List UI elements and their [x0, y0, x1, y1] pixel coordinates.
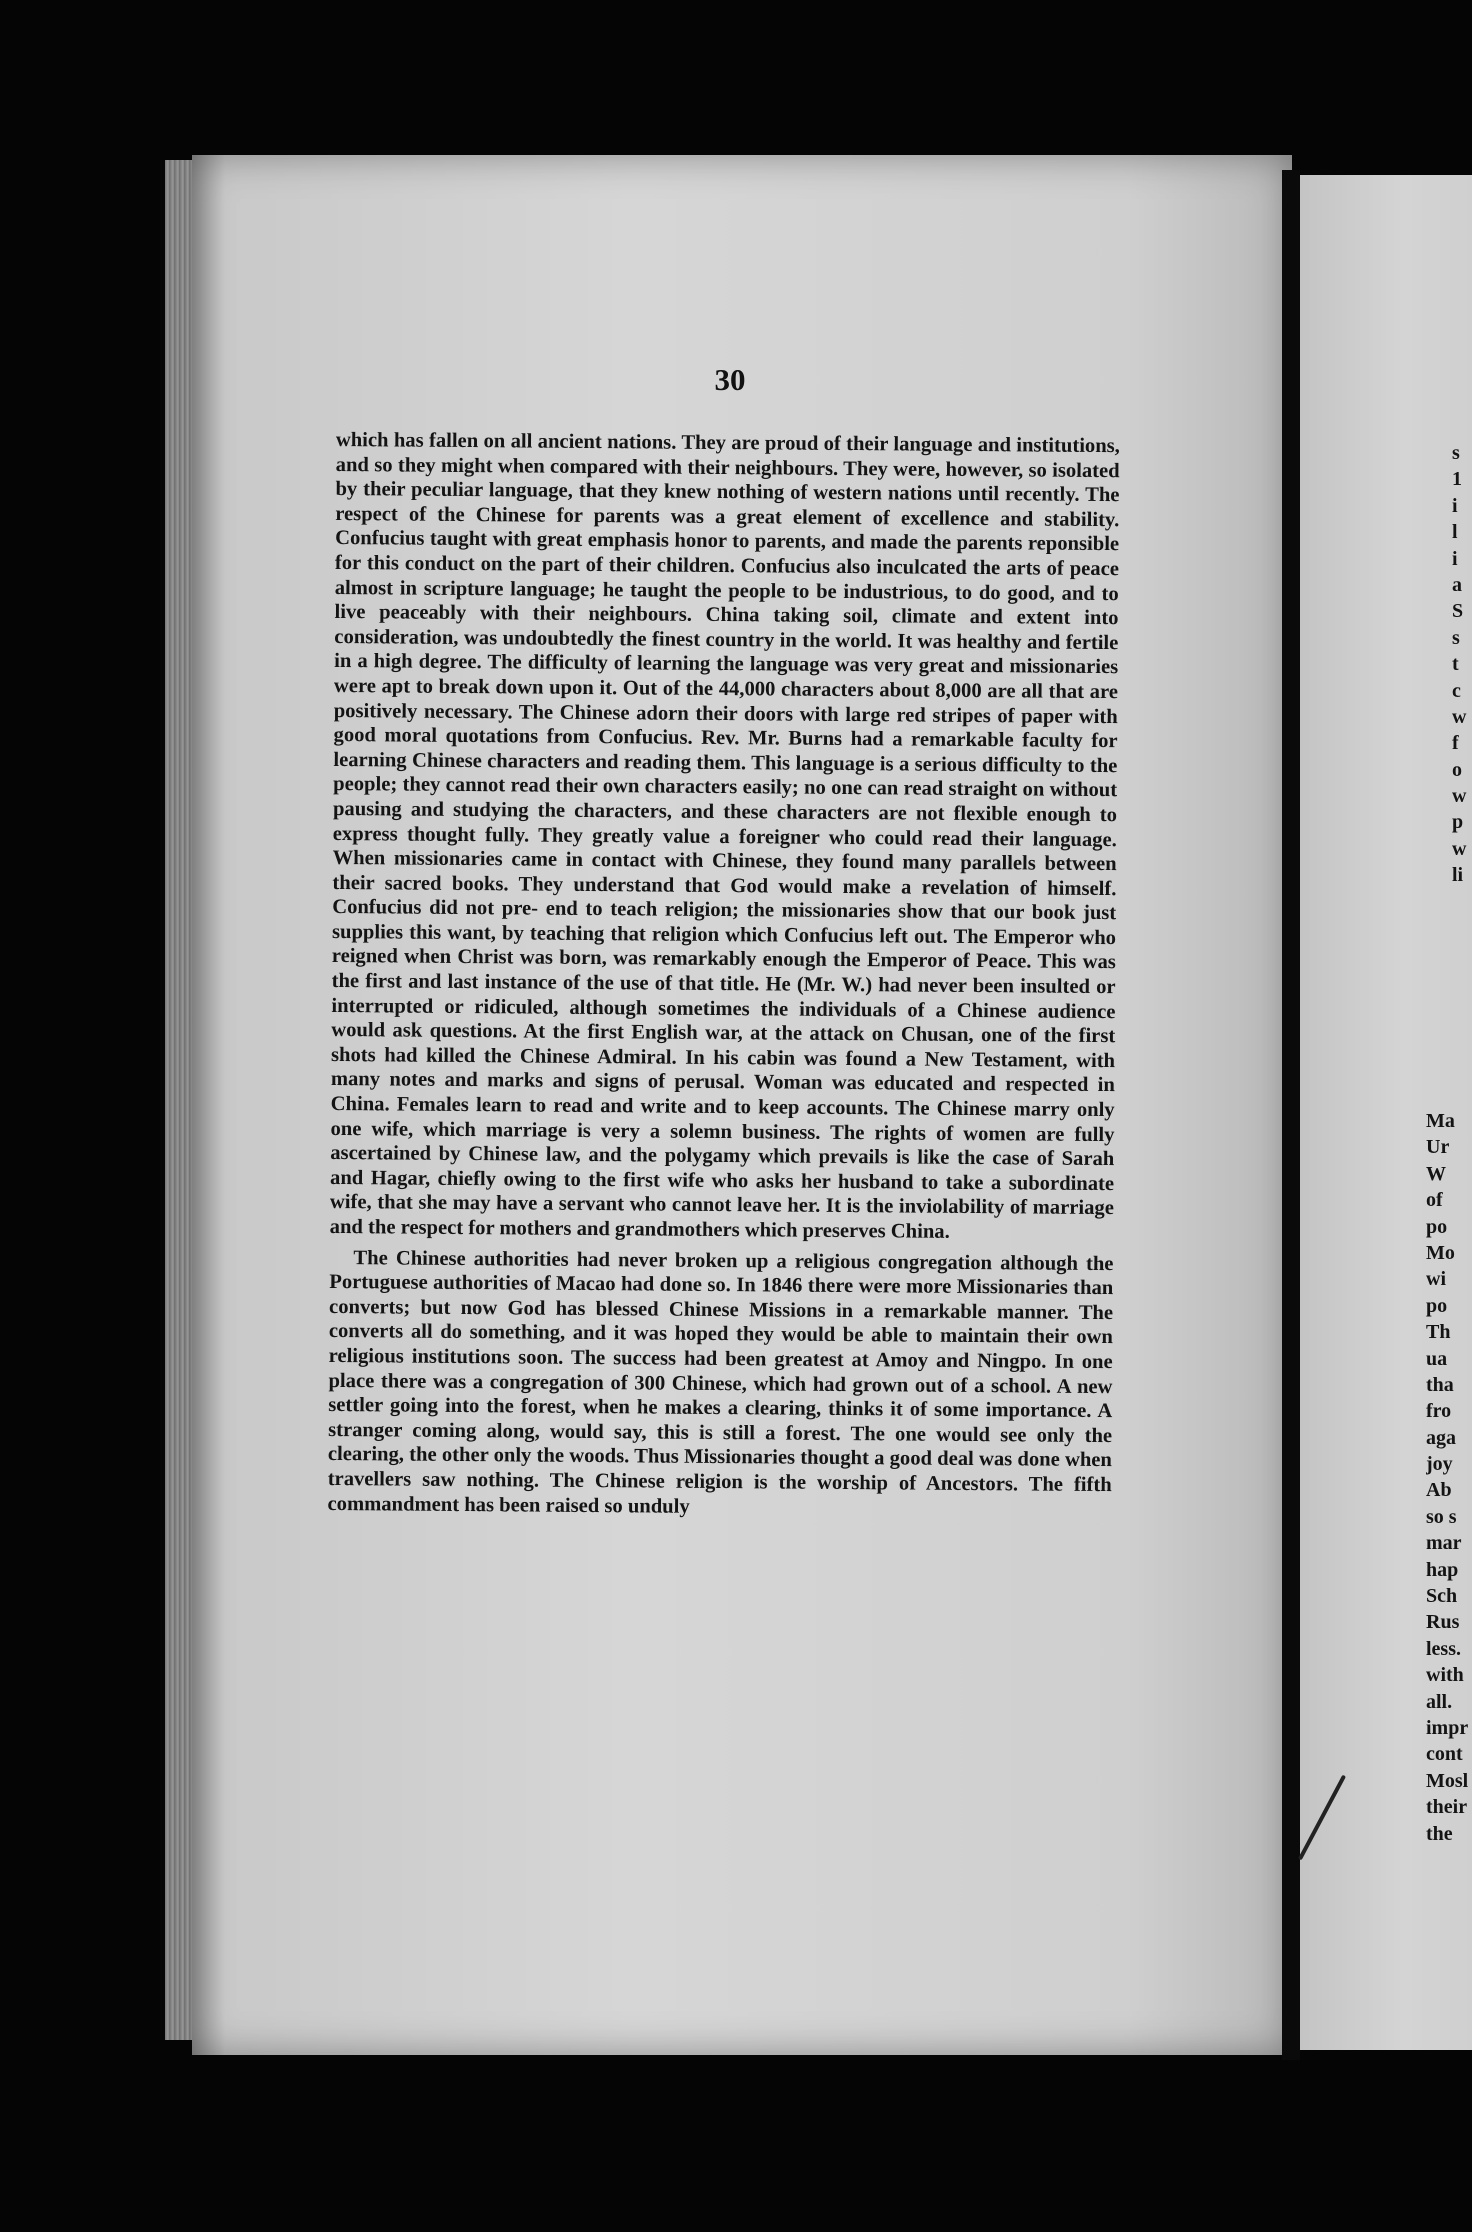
right-page-fragment: l [1452, 521, 1458, 544]
right-page-fragment: ua [1426, 1347, 1448, 1370]
right-page-fragment: s [1452, 442, 1460, 464]
body-text [327, 428, 1120, 1522]
right-page-fragment: f [1452, 732, 1459, 755]
right-page-fragment: Ab [1426, 1479, 1452, 1502]
right-page-fragment: a [1452, 573, 1462, 596]
right-page-fragment: s [1452, 626, 1460, 649]
right-page-fragment: the [1426, 1822, 1453, 1845]
right-page-top-fragments [1452, 440, 1472, 889]
right-page-fragment: Sch [1426, 1585, 1458, 1608]
right-page-fragment: wi [1426, 1268, 1446, 1291]
right-page-fragment: tha [1426, 1373, 1454, 1396]
book-page-edge [165, 160, 195, 2040]
right-page-fragment: less. [1426, 1637, 1461, 1660]
right-page-fragment: of [1426, 1189, 1443, 1212]
right-page-fragment: li [1452, 864, 1464, 887]
right-page-fragment: Ur [1426, 1136, 1450, 1159]
right-page-fragment: fro [1426, 1400, 1452, 1423]
right-page-fragment: mar [1426, 1532, 1462, 1555]
right-page-fragment: Mosl [1426, 1769, 1469, 1792]
right-page-fragment: so s [1426, 1505, 1457, 1528]
right-page-fragment: t [1452, 653, 1459, 676]
paragraph: The Chinese authorities had never broken up a religious congregation although the Portuguese authorities of Macao had done so. In 1846 there were more Missionaries than converts; but now God has blessed Chinese Missions in a remarkable manner. The converts all do something, and it was hoped they would be able to maintain their own religious institutions soon. The success had been greatest at Amoy and Ningpo. In one place there was a congregation of 300 Chinese, which had grown out of a school. A new settler going into the forest, when he makes a clearing, thinks it of some importance. A stranger coming along, would say, this is still a forest. The one would see only the clearing, the other only the woods. Thus Missionaries thought a good deal was done when travellers saw nothing. The Chinese religion is the worship of Ancestors. The fifth commandment has been raised so unduly [327, 1246, 1114, 1518]
right-page-fragment: S [1452, 600, 1464, 623]
right-page-fragment: w [1452, 837, 1467, 860]
page-number: 30 [714, 362, 746, 397]
book-gutter [1282, 170, 1300, 2060]
right-page-fragment: po [1426, 1294, 1448, 1317]
right-page-fragment: with [1426, 1664, 1464, 1687]
right-page-fragment: impr [1426, 1716, 1469, 1739]
right-page-fragment: c [1452, 679, 1461, 702]
right-page-fragment: Mo [1426, 1241, 1455, 1264]
paragraph: which has fallen on all ancient nations. They are proud of their language and institutions, and so they might when compared with their neighbours. They were, however, so isolated by their peculiar language, that they knew nothing of western nations until recently. The respect of the Chinese for parents was a great element of excellence and stability. Confucius taught with great emphasis honor to parents, and made the parents reponsible for this conduct on the part of their children. Confucius also inculcated the arts of peace almost in scripture language; he taught the people to be industrious, to do good, and to live peaceably with their neighbours. China taking soil, climate and extent into consideration, was undoubtedly the finest country in the world. It was healthy and fertile in a high degree. The difficulty of learning the language was very great and missionaries were apt to break down upon it. Out of the 44,000 characters about 8,000 are all that are positively necessary. The Chinese adorn their doors with large red stripes of paper with good moral quotations from Confucius. Rev. Mr. Burns had a remarkable faculty for learning Chinese characters and reading them. This language is a serious difficulty to the people; they cannot read their own characters easily; no one can read straight on without pausing and studying the characters, and these characters are not flexible enough to express thought fully. They greatly value a foreigner who could read their language. When missionaries came in contact with Chinese, they found many parallels between their sacred books. They understand that God would make a revelation of himself. Confucius did not pre- end to teach religion; the missionaries show that our book just supplies this want, by teaching that religion which Confucius left out. The Emperor who reigned when Christ was born, was remarkably enough the Emperor of Peace. This was the first and last instance of the use of that title. He (Mr. W.) had never been insulted or interrupted or ridiculed, although sometimes the individuals of a Chinese audience would ask questions. At the first English war, at the attack on Chusan, one of the first shots had killed the Chinese Admiral. In his cabin was found a New Testament, with many notes and marks and signs of perusal. Woman was educated and respected in China. Females learn to read and write and to keep accounts. The Chinese marry only one wife, which marriage is very a solemn business. The rights of women are fully ascertained by Chinese law, and the polygamy which prevails is like the case of Sarah and Hagar, chiefly owing to the first wife who asks her husband to take a subordinate wife, that she may have a servant who cannot leave her. It is the inviolability of marriage and the respect for mothers and grandmothers which preserves China. [329, 428, 1120, 1243]
right-page-fragment: W [1426, 1162, 1446, 1185]
right-page-fragment: i [1452, 547, 1458, 570]
right-page-fragment: hap [1426, 1558, 1459, 1581]
right-page-fragment: o [1452, 758, 1462, 781]
right-page-fragment: w [1452, 705, 1467, 728]
right-page-fragment: Rus [1426, 1611, 1460, 1634]
right-page-fragment: cont [1426, 1743, 1463, 1766]
right-page-fragment: p [1452, 811, 1464, 834]
right-page-fragment: Th [1426, 1321, 1451, 1344]
right-page-fragment: Ma [1426, 1110, 1455, 1132]
right-page-fragment: joy [1426, 1453, 1453, 1476]
right-page-fragment: po [1426, 1215, 1448, 1238]
right-page-fragment: all. [1426, 1690, 1453, 1713]
right-page-fragment: w [1452, 785, 1467, 808]
right-page-fragment: their [1426, 1796, 1468, 1819]
right-page-text-fragments [1426, 1108, 1472, 1847]
right-page-fragment: aga [1426, 1426, 1456, 1449]
right-page-fragment: i [1452, 494, 1458, 517]
right-page-fragment: 1 [1452, 468, 1462, 491]
